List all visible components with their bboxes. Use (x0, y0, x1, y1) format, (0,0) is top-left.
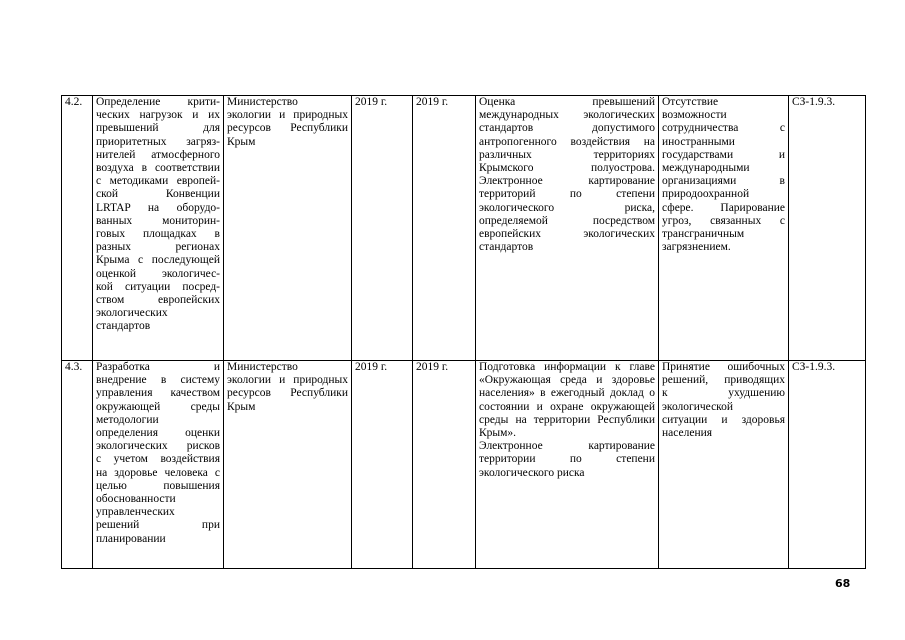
risks-cell-line: государствами и (662, 148, 785, 161)
action-cell-line: управленческих (96, 506, 175, 519)
result-cell-line: экологического риска, (479, 201, 655, 214)
action-cell-line: обоснованности (96, 493, 176, 506)
action-cell-line: разных регионах (96, 241, 220, 254)
action-cell-line: методологии (96, 413, 159, 426)
result-cell-line: населения» в ежегодный доклад о (479, 387, 655, 400)
risks-cell-line: иностранными (662, 135, 735, 148)
executor-cell (224, 96, 352, 361)
risks-cell-line: сфере. Парирование (662, 201, 785, 214)
risks-cell (659, 96, 789, 361)
result-cell (476, 361, 659, 569)
risks-cell-line: экологической (662, 400, 734, 413)
action-cell-line: ской Конвенции (96, 188, 220, 201)
result-cell (476, 96, 659, 361)
start-year-cell: 2019 г. (352, 96, 413, 361)
result-cell-line: территорий по степени (479, 188, 655, 201)
action-cell-line: ческих нагрузок и их (96, 109, 220, 122)
action-cell (93, 361, 224, 569)
action-cell-line: кой ситуации посред- (96, 280, 220, 293)
risks-cell-line: трансграничным (662, 228, 745, 241)
action-cell-line: Крыма с последующей (96, 254, 220, 267)
risks-cell-line: решений, приводящих (662, 374, 785, 387)
action-cell-line: воздуха в соответствии (96, 162, 220, 175)
table-row (62, 96, 866, 361)
plan-table (61, 95, 866, 569)
executor-cell-line: экологии и природных (227, 109, 348, 122)
row-number: 4.3. (62, 361, 93, 569)
result-cell-line: территории по степени (479, 453, 655, 466)
risks-cell-line: природоохранной (662, 188, 750, 201)
result-cell-line: Электронное картирование (479, 175, 655, 188)
risks-cell-line: Отсутствие (662, 96, 719, 108)
result-cell-line: среды на территории Республики (479, 413, 655, 426)
action-cell-line: решений при (96, 519, 220, 532)
risks-cell (659, 361, 789, 569)
action-cell-line: ванных мониторин- (96, 214, 220, 227)
code-cell: СЗ-1.9.3. (789, 96, 866, 361)
risks-cell-line: Принятие ошибочных (662, 361, 785, 373)
action-cell-line: внедрение в систему (96, 374, 220, 387)
result-cell-line: Электронное картирование (479, 440, 655, 453)
result-cell-line: экологического риска (479, 466, 585, 479)
result-cell-line: европейских экологических (479, 228, 655, 241)
executor-cell-line: ресурсов Республики (227, 387, 348, 400)
risks-cell-line: ситуации и здоровья (662, 413, 785, 426)
result-cell-line: стандартов (479, 241, 534, 254)
executor-cell-line: экологии и природных (227, 374, 348, 387)
result-cell-line: состоянии и охране окружающей (479, 400, 655, 413)
result-cell-line: международных экологических (479, 109, 655, 122)
action-cell-line: окружающей среды (96, 400, 220, 413)
result-cell-line: Подготовка информации к главе (479, 361, 655, 373)
result-cell-line: Крым». (479, 427, 517, 440)
action-cell-line: приоритетных загряз- (96, 135, 220, 148)
action-cell-line: управления качеством (96, 387, 220, 400)
action-cell-line: с методиками европей- (96, 175, 220, 188)
table-row (62, 361, 866, 569)
action-cell-line: говых площадках в (96, 228, 220, 241)
result-cell-line: стандартов допустимого (479, 122, 655, 135)
risks-cell-line: сотрудничества с (662, 122, 785, 135)
action-cell-line: планировании (96, 532, 166, 545)
action-cell-line: LRTAP на оборудо- (96, 201, 220, 214)
action-cell-line: целью повышения (96, 479, 220, 492)
action-cell-line: превышений для (96, 122, 220, 135)
result-cell-line: определяемой посредством (479, 214, 655, 227)
result-cell-line: Оценка превышений (479, 96, 655, 108)
action-cell-line: с учетом воздействия (96, 453, 220, 466)
executor-cell-line: Крым (227, 135, 256, 148)
action-cell-line: стандартов (96, 320, 151, 333)
risks-cell-line: международными (662, 162, 750, 175)
result-cell-line: «Окружающая среда и здоровье (479, 374, 655, 387)
risks-cell-line: населения (662, 427, 713, 440)
executor-cell-line: Министерство (227, 361, 298, 373)
page-number: 68 (835, 577, 851, 590)
action-cell-line: на здоровье человека с (96, 466, 220, 479)
action-cell-line: экологических рисков (96, 440, 220, 453)
end-year-cell: 2019 г. (413, 96, 476, 361)
action-cell-line: Определение крити- (96, 96, 220, 108)
risks-cell-line: загрязнением. (662, 241, 731, 254)
risks-cell-line: организациями в (662, 175, 785, 188)
code-cell: СЗ-1.9.3. (789, 361, 866, 569)
action-cell-line: Разработка и (96, 361, 220, 373)
action-cell-line: определения оценки (96, 427, 220, 440)
result-cell-line: различных территориях (479, 148, 655, 161)
end-year-cell: 2019 г. (413, 361, 476, 569)
risks-cell-line: к ухудшению (662, 387, 785, 400)
risks-cell-line: угроз, связанных с (662, 214, 785, 227)
row-number: 4.2. (62, 96, 93, 361)
executor-cell (224, 361, 352, 569)
risks-cell-line: возможности (662, 109, 727, 122)
action-cell-line: ством европейских (96, 294, 220, 307)
result-cell-line: Крымского полуострова. (479, 162, 655, 175)
action-cell (93, 96, 224, 361)
action-cell-line: экологических (96, 307, 168, 320)
result-cell-line: антропогенного воздействия на (479, 135, 655, 148)
start-year-cell: 2019 г. (352, 361, 413, 569)
executor-cell-line: Крым (227, 400, 256, 413)
action-cell-line: оценкой экологичес- (96, 267, 220, 280)
executor-cell-line: ресурсов Республики (227, 122, 348, 135)
action-cell-line: нителей атмосферного (96, 148, 220, 161)
executor-cell-line: Министерство (227, 96, 298, 108)
